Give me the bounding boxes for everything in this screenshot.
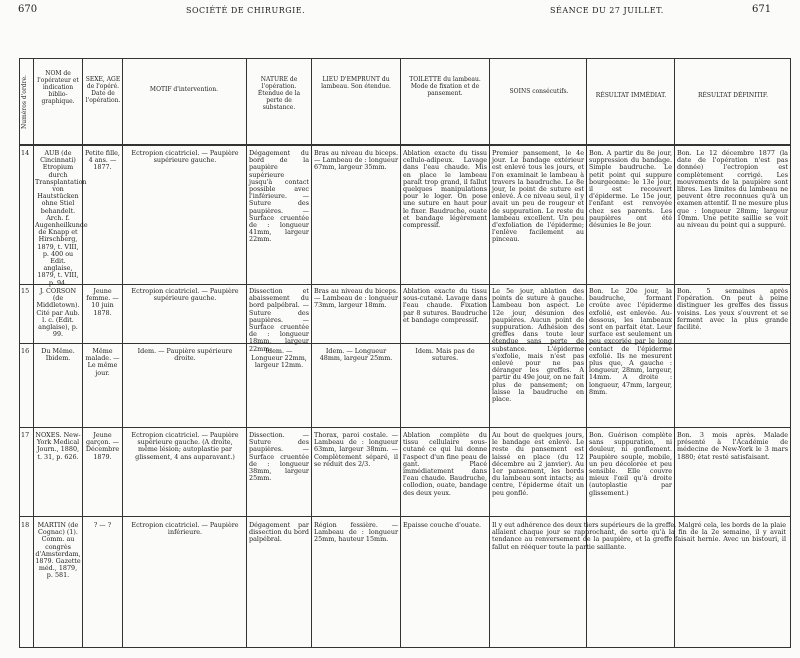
column-rule (19, 58, 20, 648)
header-name: NOM de l'opérateur et indication biblio-graphique. (37, 70, 79, 105)
column-rule (400, 58, 401, 648)
row-rule (19, 516, 791, 517)
column-rule (311, 58, 312, 648)
row-motif: Ectropion cicatriciel. — Paupière supérieure gauche. (A droite, même lésion; autoplastie par glissement, 4 ans auparavant.) (131, 431, 239, 461)
row-number: 17 (21, 431, 30, 439)
row-nature: Idem. — Longueur 22mm, largeur 12mm. (251, 347, 307, 370)
row-resultat-immediat: Bon. A partir du 8e jour, suppression du bandage. Simple baudruche. Le petit point qui suppure bourgeonne: le 13e jour, il est recouvert d'épiderme. Le 15e jour, l'enfant est renvoyée chez ses parents. Les paupières ont été désunies le 8e jour. (589, 149, 672, 230)
header-toilette: TOILETTE du lambeau. Mode de fixation et de pansement. (409, 76, 481, 97)
column-rule (790, 58, 791, 648)
row-sex-age: Jeune femme. — 10 juin 1878. (86, 287, 119, 317)
column-rule (33, 58, 34, 648)
column-rule (246, 58, 247, 648)
row-sex-age: Même malade. — Le même jour. (85, 347, 120, 377)
row-soins: Il y eut adhérence des deux tiers supérieurs de la greffe. Malgré cela, les bords de la plaie allaient chaque jour se rapprochant, de sorte qu'à la fin de la 2e semaine, il y avait tendance au renversement de la paupière, et la greffe faisait hernie. Avec un bistouri, il fallut en rééquer toute la partie saillante. (492, 521, 786, 551)
row-toilette: Ablation complète du tissu cellulaire sous-cutané ce qui lui donne l'aspect d'un fine peau de gant. Placé immédiatement dans l'eau chaude. Baudruche, collodion, ouate, bandage des deux yeux. (403, 431, 487, 497)
row-motif: Ectropion cicatriciel. — Paupière supérieure gauche. (131, 149, 239, 165)
header-resultat-immediat: RÉSULTAT IMMÉDIAT. (595, 92, 667, 99)
row-lieu: Thorax, paroi costale. — Lambeau de : longueur 63mm, largeur 38mm. — Complètement séparé, il se réduit des 2/3. (314, 431, 398, 468)
row-rule (19, 58, 791, 59)
row-motif: Ectropion cicatriciel. — Paupière inférieure. (131, 521, 239, 537)
header-nature: NATURE de l'opération. Étendue de la perte de substance. (257, 76, 301, 111)
row-resultat-definitif: Bon. Le 12 décembre 1877 (la date de l'opération n'est pas donnée) l'ectropion est complètement corrigé. Les mouvements de la paupière sont libres. Les limites du lambeau ne peuvent être reconnues qu'à un examen attentif. Il ne mesure plus que : longueur 28mm; largeur 10mm. Une petite saillie se voit au niveau du point qui a suppuré. (677, 149, 789, 230)
case-table (19, 58, 791, 648)
running-title-right: SÉANCE DU 27 JUILLET. (550, 6, 664, 15)
header-sex-age: SEXE, AGE de l'opéré. Date de l'opération. (85, 76, 121, 104)
row-motif: Idem. — Paupière supérieure droite. (137, 347, 233, 363)
row-name: Du Même. Ibidem. (41, 347, 75, 363)
row-nature: Dissection. — Suture des paupières. — Surface cruentée de : longueur 38mm, largeur 25mm. (249, 431, 309, 483)
row-rule (19, 343, 791, 344)
row-lieu: Idem. — Longueur 48mm, largeur 25mm. (319, 347, 393, 363)
header-motif: MOTIF d'intervention. (149, 86, 219, 93)
row-number: 15 (21, 287, 30, 295)
row-toilette: Epaisse couche d'ouate. (403, 521, 482, 529)
row-sex-age: Jeune garçon. — Décembre 1879. (85, 431, 120, 461)
row-resultat-definitif: Bon. 5 semaines après l'opération. On peut à peine distinguer les greffes des tissus voisins. Les yeux s'ouvrent et se ferment avec la plus grande facilité. (677, 287, 788, 332)
row-resultat-immediat: Bon. Guérison complète sans suppuration, ni douleur, ni gonflement. Paupière souple, mobile, un peu décolorée et peu sensible. Elle couvre mieux l'œil qu'à droite (autoplastie par glissement.) (589, 431, 672, 497)
header-rule (19, 144, 791, 146)
row-number: 18 (21, 521, 30, 529)
row-motif: Ectropion cicatriciel. — Paupière supérieure gauche. (131, 287, 239, 303)
row-number: 16 (21, 347, 30, 355)
row-number: 14 (21, 149, 30, 157)
row-nature: Dissection et abaissement du bord palpébral. — Suture des paupières. — Surface cruentée de : longueur 18mm, largeur 22mm. (249, 287, 309, 353)
row-rule (19, 427, 791, 428)
row-toilette: Ablation exacte du tissu sous-cutané. Lavage dans l'eau chaude. Fixation par 8 sutures. Baudruche et bandage compressif. (403, 287, 487, 324)
page-number-right: 671 (752, 4, 772, 15)
running-title-left: SOCIÉTÉ DE CHIRURGIE. (186, 6, 306, 15)
page-number-left: 670 (18, 4, 38, 15)
row-name: MARTIN (de Cognac) (1). Comm. au congrès d'Amsterdam, 1879. Gazette méd., 1879, p. 581. (35, 521, 81, 580)
row-nature: Dégagement par dissection du bord palpébral. (249, 521, 309, 544)
row-lieu: Région fessière. — Lambeau de : longueur 25mm, hauteur 15mm. (314, 521, 398, 544)
row-nature: Dégagement du bord de la paupière supérieure jusqu'à contact possible avec l'inférieure. — Suture des paupières. — Surface cruentée de : longueur 41mm, largeur 22mm. (249, 149, 309, 244)
row-sex-age: Petite fille, 4 ans. — 1877. (85, 149, 120, 172)
row-lieu: Bras au niveau du biceps. — Lambeau de : longueur 73mm, largeur 18mm. (314, 287, 398, 310)
column-rule (489, 58, 490, 648)
row-soins: Le 5e jour, ablation des points de suture à gauche. Lambeau bon aspect. Le 12e jour, désunion des paupières. Aucun point de suppuration. Adhésion des greffes dans toute leur étendue sans perte de substance. L'épiderme s'exfolie, mais n'est pas enlevé pour ne pas déranger les greffes. A partir du 49e jour, on ne fait plus de pansement; on laisse la baudruche en place. (492, 287, 584, 404)
row-rule (19, 284, 791, 285)
header-lieu: LIEU D'EMPRUNT du lambeau. Son étendue. (321, 76, 391, 90)
header-resultat-definitif: RÉSULTAT DÉFINITIF. (698, 92, 768, 99)
column-rule (122, 58, 123, 648)
row-soins: Premier pansement, le 4e jour. Le bandage extérieur est enlevé tous les jours, et l'on examinait le lambeau à travers la baudruche. Le 8e jour, le point de suture est enlevé. A ce niveau seul, il y avait un peu de rougeur et de suppuration. Le reste du lambeau excellent. Un peu d'exfoliation de l'épiderme; l'enlève facilement au pinceau. (492, 149, 584, 244)
row-soins: Au bout de quelques jours, le bandage est enlevé. Le reste du pansement est laissé en place (du 12 décembre au 2 janvier). Au 1er pansement, les bords du lambeau sont intacts; au centre, l'épiderme était un peu gonflé. (492, 431, 584, 497)
header-order: Numéros d'ordre. (21, 75, 28, 129)
row-name: AUB (de Cincinnati) Etropium durch Transplantation von Hautstücken ohne Stiel behandelt. Arch. f. Augenheilkunde de Knapp et Hirschberg, 1879, t. VIII, p. 400 ou Edit. anglaise, 1879, t. VIII, p. 94. (35, 149, 88, 287)
row-name: NOXES. New-York Medical Journ., 1880, t. 31, p. 626. (35, 431, 81, 461)
column-rule (82, 58, 83, 648)
row-resultat-definitif: Bon. 3 mois après. Malade présenté à l'Académie de médecine de New-York le 3 mars 1880; état resté satisfaisant. (677, 431, 788, 461)
row-name: J. CORSON (de Middletown). Cité par Aub. l. c. (Edit. anglaise), p. 99. (36, 287, 80, 339)
row-resultat-immediat: Bon. Le 20e jour, la baudruche, formant croûte avec l'épiderme exfolié, est enlevée. Au-dessous, les lambeaux sont en parfait état. Leur surface est seulement un peu excoriée par le long contact de l'épiderme exfolié. Ils ne mesurent plus que, A gauche : longueur, 28mm, largeur, 14mm. A droite : longueur, 47mm, largeur, 8mm. (589, 287, 672, 396)
row-lieu: Bras au niveau du biceps. — Lambeau de : longueur 67mm, largeur 35mm. (314, 149, 398, 172)
row-toilette: Ablation exacte du tissu cellulo-adipeux. Lavage dans l'eau chaude. Mis en place le lambeau paraît trop grand, il fallut quelques manipulations pour le loger. On pose une suture en haut pour le fixer. Baudruche, ouate et bandage légèrement compressif. (403, 149, 487, 230)
row-sex-age: ? — ? (93, 521, 112, 529)
row-toilette: Idem. Mais pas de sutures. (415, 347, 475, 363)
row-rule (19, 647, 791, 648)
header-soins: SOINS consécutifs. (509, 88, 569, 95)
